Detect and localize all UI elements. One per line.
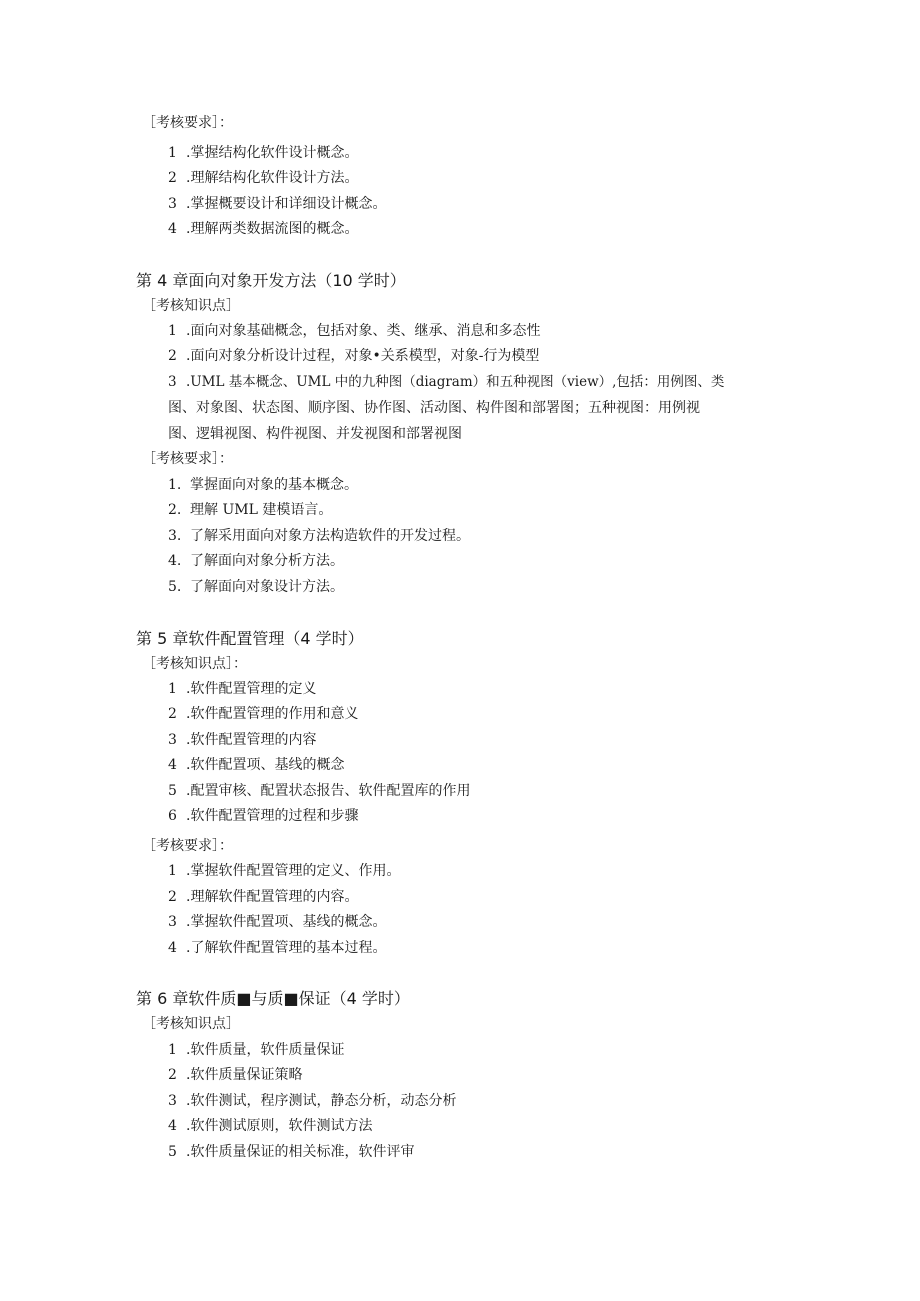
item-text: .了解软件配置管理的基本过程。 bbox=[186, 940, 387, 956]
item-text: .面向对象基础概念，包括对象、类、继承、消息和多态性 bbox=[186, 323, 541, 339]
item-number: 6 bbox=[168, 808, 177, 824]
list-item bbox=[168, 730, 316, 750]
list-item bbox=[168, 321, 540, 341]
item-number: 5 bbox=[168, 1144, 177, 1160]
item-text: .软件质量保证的相关标准，软件评审 bbox=[186, 1144, 415, 1160]
list-item-continuation: 图、对象图、状态图、顺序图、协作图、活动图、构件图和部署图；五种视图：用例视 bbox=[168, 400, 700, 416]
item-number: 1 bbox=[168, 863, 177, 879]
requirements-label: ［考核要求］： bbox=[142, 838, 233, 854]
list-item bbox=[168, 912, 386, 932]
item-text: .软件配置项、基线的概念 bbox=[186, 757, 345, 773]
list-item-continuation: 图、逻辑视图、构件视图、并发视图和部署视图 bbox=[168, 426, 462, 442]
item-number: 5. bbox=[168, 579, 182, 595]
item-text: 了解面向对象设计方法。 bbox=[190, 579, 344, 595]
item-number: 1 bbox=[168, 1042, 177, 1058]
item-text: 掌握面向对象的基本概念。 bbox=[190, 477, 358, 493]
item-text: .软件配置管理的作用和意义 bbox=[186, 706, 359, 722]
item-text: 了解面向对象分析方法。 bbox=[190, 553, 344, 569]
item-text: .配置审核、配置状态报告、软件配置库的作用 bbox=[186, 783, 471, 799]
list-item bbox=[168, 887, 358, 907]
list-item bbox=[168, 194, 386, 214]
item-number: 1. bbox=[168, 477, 182, 493]
list-item bbox=[168, 526, 470, 546]
item-number: 4 bbox=[168, 757, 177, 773]
item-number: 3 bbox=[168, 374, 177, 390]
item-text: 理解 UML 建模语言。 bbox=[190, 502, 333, 518]
list-item bbox=[168, 1040, 344, 1060]
item-text: .软件配置管理的内容 bbox=[186, 732, 317, 748]
item-number: 3 bbox=[168, 196, 177, 212]
item-text: .软件测试，程序测试，静态分析，动态分析 bbox=[186, 1093, 457, 1109]
item-number: 1 bbox=[168, 145, 177, 161]
item-number: 1 bbox=[168, 323, 177, 339]
item-number: 2 bbox=[168, 348, 177, 364]
item-text: .理解两类数据流图的概念。 bbox=[186, 221, 359, 237]
knowledge-label: ［考核知识点］ bbox=[142, 298, 240, 314]
list-item bbox=[168, 861, 400, 881]
list-item bbox=[168, 551, 344, 571]
item-text: .软件测试原则，软件测试方法 bbox=[186, 1118, 373, 1134]
requirements-label: ［考核要求］： bbox=[142, 451, 233, 467]
item-text: .软件质量保证策略 bbox=[186, 1067, 303, 1083]
list-item bbox=[168, 1142, 414, 1162]
list-item bbox=[168, 143, 358, 163]
list-item bbox=[168, 755, 344, 775]
list-item bbox=[168, 346, 539, 366]
knowledge-label: ［考核知识点］： bbox=[142, 656, 247, 672]
item-text: 了解采用面向对象方法构造软件的开发过程。 bbox=[190, 528, 470, 544]
item-number: 3 bbox=[168, 1093, 177, 1109]
item-number: 4. bbox=[168, 553, 182, 569]
list-item bbox=[168, 704, 358, 724]
item-number: 2 bbox=[168, 1067, 177, 1083]
chapter-6-title: 第 6 章软件质■与质■保证（4 学时） bbox=[136, 989, 410, 1008]
item-number: 4 bbox=[168, 221, 177, 237]
item-text: .面向对象分析设计过程，对象•关系模型，对象-行为模型 bbox=[186, 348, 540, 364]
item-number: 2 bbox=[168, 170, 177, 186]
requirements-label: ［考核要求］： bbox=[142, 115, 233, 131]
item-text: .掌握软件配置项、基线的概念。 bbox=[186, 914, 387, 930]
item-text: .软件质量，软件质量保证 bbox=[186, 1042, 345, 1058]
item-text: .掌握软件配置管理的定义、作用。 bbox=[186, 863, 401, 879]
list-item bbox=[168, 806, 358, 826]
item-text: .UML 基本概念、UML 中的九种图（diagram）和五种视图（view）,包括：用例图、类 bbox=[186, 374, 725, 390]
chapter-5-title: 第 5 章软件配置管理（4 学时） bbox=[136, 629, 364, 648]
item-text: .软件配置管理的过程和步骤 bbox=[186, 808, 359, 824]
item-number: 3 bbox=[168, 732, 177, 748]
list-item bbox=[168, 1116, 372, 1136]
item-number: 2. bbox=[168, 502, 182, 518]
item-text: .软件配置管理的定义 bbox=[186, 681, 317, 697]
knowledge-label: ［考核知识点］ bbox=[142, 1016, 240, 1032]
item-number: 4 bbox=[168, 940, 177, 956]
chapter-4-title: 第 4 章面向对象开发方法（10 学时） bbox=[136, 271, 406, 290]
list-item bbox=[168, 500, 332, 520]
list-item bbox=[168, 577, 344, 597]
list-item bbox=[168, 475, 358, 495]
list-item bbox=[168, 938, 386, 958]
item-number: 3 bbox=[168, 914, 177, 930]
item-number: 5 bbox=[168, 783, 177, 799]
list-item bbox=[168, 679, 316, 699]
item-text: .掌握概要设计和详细设计概念。 bbox=[186, 196, 387, 212]
list-item bbox=[168, 781, 470, 801]
item-text: .理解软件配置管理的内容。 bbox=[186, 889, 359, 905]
list-item bbox=[168, 168, 358, 188]
item-number: 3. bbox=[168, 528, 182, 544]
item-number: 2 bbox=[168, 889, 177, 905]
list-item bbox=[168, 1091, 456, 1111]
list-item bbox=[168, 1065, 302, 1085]
list-item bbox=[168, 219, 358, 239]
item-text: .掌握结构化软件设计概念。 bbox=[186, 145, 359, 161]
list-item bbox=[168, 372, 724, 392]
item-number: 4 bbox=[168, 1118, 177, 1134]
item-text: .理解结构化软件设计方法。 bbox=[186, 170, 359, 186]
item-number: 2 bbox=[168, 706, 177, 722]
item-number: 1 bbox=[168, 681, 177, 697]
